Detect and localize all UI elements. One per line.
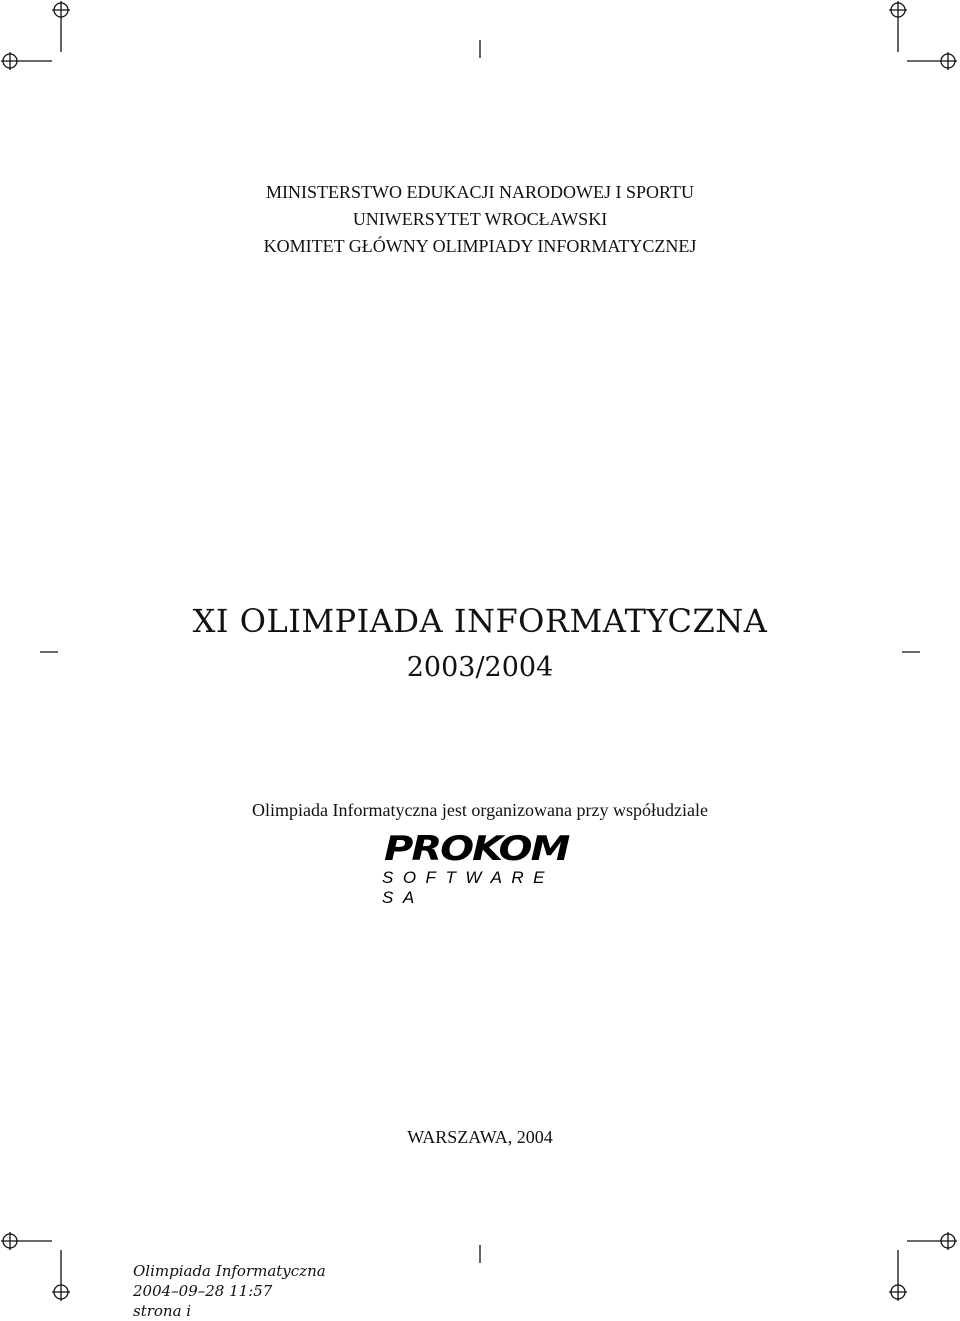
registration-mark-icon — [1, 1232, 19, 1250]
logo-wordmark: PROKOM — [384, 829, 569, 869]
prokom-logo — [380, 829, 580, 907]
registration-mark-icon — [52, 1, 70, 19]
registration-mark-icon — [889, 1283, 907, 1301]
registration-mark-icon — [889, 1, 907, 19]
institution-header — [0, 179, 960, 260]
sponsor-note: Olimpiada Informatyczna jest organizowana przy współudziale — [251, 800, 708, 820]
registration-mark-icon — [52, 1283, 70, 1301]
header-committee: KOMITET GŁÓWNY OLIMPIADY INFORMATYCZNEJ — [263, 236, 697, 256]
header-university: UNIWERSYTET WROCŁAWSKI — [352, 209, 608, 229]
registration-mark-icon — [939, 52, 957, 70]
imprint-city-year: WARSZAWA, 2004 — [407, 1127, 553, 1147]
registration-mark-icon — [1, 52, 19, 70]
footer-page: strona i — [133, 1302, 192, 1320]
edition-year: 2003/2004 — [406, 652, 554, 683]
registration-mark-icon — [939, 1232, 957, 1250]
footer-timestamp: 2004–09–28 11:57 — [133, 1282, 273, 1300]
logo-subtitle: SOFTWARE SA — [382, 868, 555, 907]
footer-title: Olimpiada Informatyczna — [133, 1262, 326, 1280]
page-title: XI OLIMPIADA INFORMATYCZNA — [192, 602, 768, 640]
header-ministry: MINISTERSTWO EDUKACJI NARODOWEJ I SPORTU — [266, 182, 694, 202]
footer-slug — [133, 1261, 326, 1321]
